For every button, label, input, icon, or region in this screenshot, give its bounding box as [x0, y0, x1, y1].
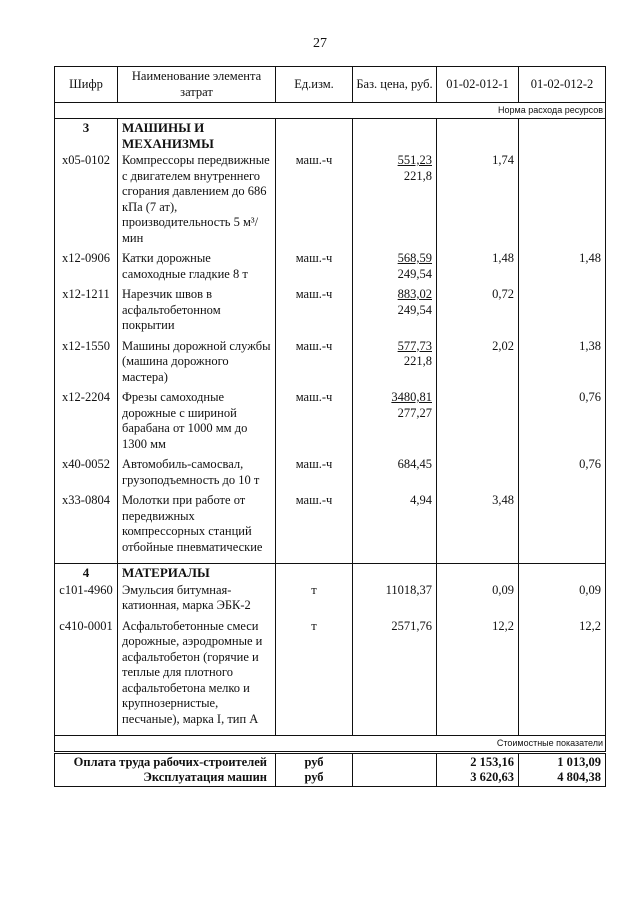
header-unit: Ед.изм. — [276, 67, 353, 103]
price-cell — [353, 286, 437, 338]
base-price: 3480,81 — [391, 390, 432, 404]
norm-value-1: 2,02 — [437, 338, 519, 390]
table-row — [55, 582, 606, 618]
table-row — [55, 456, 606, 492]
table-row — [55, 618, 606, 732]
norm-value-2 — [519, 286, 606, 338]
empty-cell — [353, 119, 437, 153]
resource-unit: маш.-ч — [276, 286, 353, 338]
resource-unit: маш.-ч — [276, 152, 353, 250]
resource-unit: маш.-ч — [276, 389, 353, 456]
norm-value-1 — [437, 456, 519, 492]
total-label: Эксплуатация машин — [55, 770, 276, 787]
price-cell — [353, 338, 437, 390]
empty-cell — [519, 119, 606, 153]
resource-code: х12-1211 — [55, 286, 118, 338]
resource-code: х33-0804 — [55, 492, 118, 559]
wage-price: 249,54 — [397, 266, 432, 281]
price-cell — [353, 152, 437, 250]
base-price: 2571,76 — [391, 618, 432, 633]
resource-unit: т — [276, 582, 353, 618]
empty-cell — [353, 564, 437, 582]
norm-value-2: 0,76 — [519, 456, 606, 492]
resource-code: с101-4960 — [55, 582, 118, 618]
norm-value-2: 0,09 — [519, 582, 606, 618]
wage-price: 221,8 — [403, 168, 432, 183]
resource-code: с410-0001 — [55, 618, 118, 732]
section-title: МАТЕРИАЛЫ — [118, 564, 276, 582]
table-row — [55, 250, 606, 286]
total-value-2: 4 804,38 — [519, 770, 606, 787]
norm-value-2 — [519, 152, 606, 250]
price-cell — [353, 456, 437, 492]
base-price: 4,94 — [410, 493, 432, 507]
price-cell — [353, 492, 437, 559]
resource-unit: т — [276, 618, 353, 732]
norm-value-1: 0,09 — [437, 582, 519, 618]
total-unit: руб — [276, 770, 353, 787]
price-cell — [353, 389, 437, 456]
norm-value-1 — [437, 389, 519, 456]
resource-name: Молотки при работе от передвижных компрессорных станций отбойные пневматические — [118, 492, 276, 559]
resource-name: Автомобиль-самосвал, грузоподъемность до 10 т — [118, 456, 276, 492]
base-price: 684,45 — [397, 457, 432, 471]
norm-value-2: 0,76 — [519, 389, 606, 456]
norm-value-2: 1,48 — [519, 250, 606, 286]
header-price: Баз. цена, руб. — [353, 67, 437, 103]
wage-price: 277,27 — [397, 405, 432, 420]
resource-code: х12-2204 — [55, 389, 118, 456]
price-cell — [353, 618, 437, 732]
resource-unit: маш.-ч — [276, 456, 353, 492]
norm-row — [55, 103, 606, 119]
total-row — [55, 753, 606, 771]
resource-unit: маш.-ч — [276, 338, 353, 390]
section-number: 4 — [55, 564, 118, 582]
base-price: 568,59 — [397, 251, 432, 265]
cost-label: Стоимостные показатели — [55, 736, 606, 753]
header-name: Наименование элемента затрат — [118, 67, 276, 103]
section-row — [55, 564, 606, 582]
norm-value-1: 0,72 — [437, 286, 519, 338]
page-number: 27 — [313, 36, 327, 51]
resource-code: х12-1550 — [55, 338, 118, 390]
base-price: 11018,37 — [385, 582, 432, 597]
cost-row — [55, 736, 606, 753]
price-cell — [353, 250, 437, 286]
norm-value-1: 1,74 — [437, 152, 519, 250]
resource-name: Асфальтобетонные смеси дорожные, аэродромные и асфальтобетон (горячие и теплые для плотного асфальтобетона мелко и крупнозернистые, песчаные), марка I, тип А — [118, 618, 276, 732]
base-price: 577,73 — [397, 338, 432, 353]
resource-code: х12-0906 — [55, 250, 118, 286]
empty-cell — [353, 770, 437, 787]
base-price: 883,02 — [397, 287, 432, 301]
resource-name: Нарезчик швов в асфальтобетонном покрытии — [118, 286, 276, 338]
header-code: Шифр — [55, 67, 118, 103]
total-unit: руб — [276, 753, 353, 771]
norm-value-2: 12,2 — [519, 618, 606, 732]
section-number: 3 — [55, 119, 118, 153]
empty-cell — [437, 564, 519, 582]
resource-name: Машины дорожной службы (машина дорожного мастера) — [118, 338, 276, 390]
norm-value-2 — [519, 492, 606, 559]
norm-value-1: 1,48 — [437, 250, 519, 286]
norm-value-2: 1,38 — [519, 338, 606, 390]
total-value-1: 3 620,63 — [437, 770, 519, 787]
total-label: Оплата труда рабочих-строителей — [55, 753, 276, 771]
wage-price: 249,54 — [397, 302, 432, 317]
norm-label: Норма расхода ресурсов — [55, 103, 606, 119]
wage-price: 221,8 — [403, 354, 432, 368]
empty-cell — [276, 564, 353, 582]
resource-name: Компрессоры передвижные с двигателем внутреннего сгорания давлением до 686 кПа (7 ат), производительность 5 м³/мин — [118, 152, 276, 250]
resource-name: Фрезы самоходные дорожные с шириной барабана от 1000 мм до 1300 мм — [118, 389, 276, 456]
price-cell — [353, 582, 437, 618]
resource-code: х40-0052 — [55, 456, 118, 492]
header-col2: 01-02-012-2 — [519, 67, 606, 103]
table-row — [55, 152, 606, 250]
empty-cell — [353, 753, 437, 771]
table-row — [55, 492, 606, 559]
section-title: МАШИНЫ И МЕХАНИЗМЫ — [118, 119, 276, 153]
total-value-2: 1 013,09 — [519, 753, 606, 771]
section-row — [55, 119, 606, 153]
table-row — [55, 389, 606, 456]
total-value-1: 2 153,16 — [437, 753, 519, 771]
base-price: 551,23 — [397, 153, 432, 167]
resource-table — [54, 66, 606, 787]
resource-name: Эмульсия битумная-катионная, марка ЭБК-2 — [118, 582, 276, 618]
table-row — [55, 286, 606, 338]
header-col1: 01-02-012-1 — [437, 67, 519, 103]
empty-cell — [437, 119, 519, 153]
norm-value-1: 12,2 — [437, 618, 519, 732]
header-row — [55, 67, 606, 103]
empty-cell — [519, 564, 606, 582]
resource-name: Катки дорожные самоходные гладкие 8 т — [118, 250, 276, 286]
resource-code: х05-0102 — [55, 152, 118, 250]
table-row — [55, 338, 606, 390]
resource-unit: маш.-ч — [276, 250, 353, 286]
norm-value-1: 3,48 — [437, 492, 519, 559]
total-row — [55, 770, 606, 787]
empty-cell — [276, 119, 353, 153]
resource-unit: маш.-ч — [276, 492, 353, 559]
